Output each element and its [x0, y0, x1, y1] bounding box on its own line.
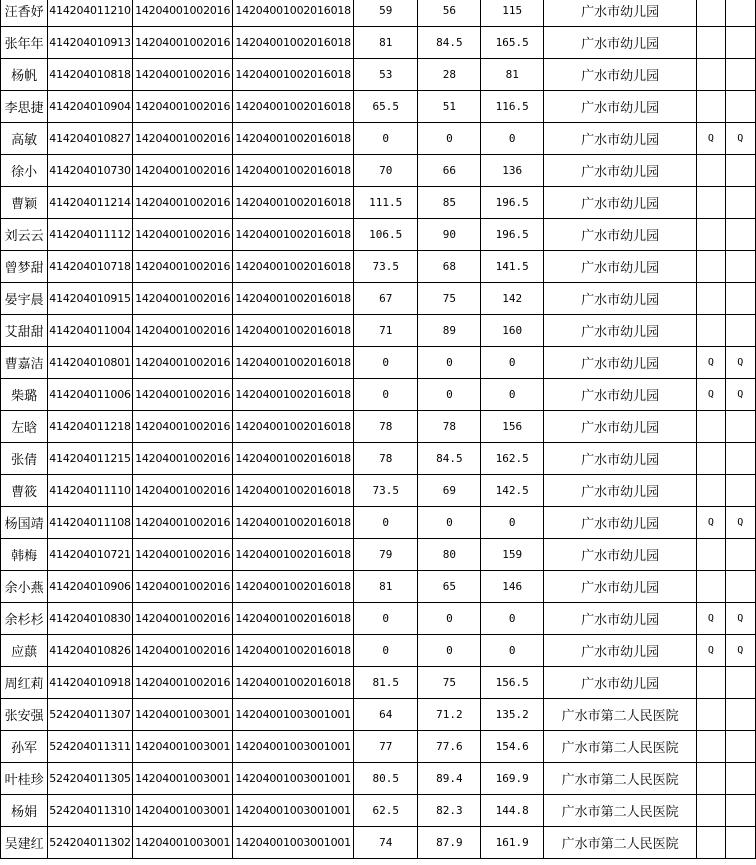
employer-unit-cell: 广水市幼儿园	[544, 315, 697, 347]
post-code-cell: 14204001002016018	[233, 59, 354, 91]
absent-mark-1-cell: Q	[697, 507, 726, 539]
position-code-cell: 14204001002016	[132, 59, 233, 91]
table-row	[1, 283, 756, 315]
absent-mark-1-cell	[697, 827, 726, 859]
exam-id-cell: 414204010730	[48, 155, 133, 187]
exam-id-cell: 414204011112	[48, 219, 133, 251]
employer-unit-cell: 广水市幼儿园	[544, 91, 697, 123]
candidate-name-cell: 柴璐	[1, 379, 48, 411]
candidate-name-cell: 杨国靖	[1, 507, 48, 539]
exam-id-cell: 524204011311	[48, 731, 133, 763]
position-code-cell: 14204001003001	[132, 763, 233, 795]
employer-unit-cell: 广水市第二人民医院	[544, 827, 697, 859]
absent-mark-2-cell	[725, 571, 755, 603]
absent-mark-2-cell	[725, 827, 755, 859]
employer-unit-cell: 广水市幼儿园	[544, 219, 697, 251]
interview-score-cell: 66	[418, 155, 481, 187]
written-score-cell: 78	[353, 411, 418, 443]
absent-mark-1-cell	[697, 571, 726, 603]
absent-mark-2-cell	[725, 187, 755, 219]
candidate-name-cell: 杨娟	[1, 795, 48, 827]
absent-mark-1-cell	[697, 187, 726, 219]
total-score-cell: 156.5	[481, 667, 544, 699]
candidate-name-cell: 余杉杉	[1, 603, 48, 635]
exam-id-cell: 414204011214	[48, 187, 133, 219]
interview-score-cell: 68	[418, 251, 481, 283]
table-body	[1, 0, 756, 859]
position-code-cell: 14204001003001	[132, 795, 233, 827]
total-score-cell: 161.9	[481, 827, 544, 859]
interview-score-cell: 78	[418, 411, 481, 443]
position-code-cell: 14204001002016	[132, 603, 233, 635]
written-score-cell: 80.5	[353, 763, 418, 795]
table-row	[1, 59, 756, 91]
table-row	[1, 443, 756, 475]
absent-mark-1-cell	[697, 763, 726, 795]
employer-unit-cell: 广水市幼儿园	[544, 635, 697, 667]
interview-score-cell: 89	[418, 315, 481, 347]
exam-id-cell: 414204011108	[48, 507, 133, 539]
position-code-cell: 14204001002016	[132, 315, 233, 347]
employer-unit-cell: 广水市幼儿园	[544, 187, 697, 219]
interview-score-cell: 85	[418, 187, 481, 219]
total-score-cell: 154.6	[481, 731, 544, 763]
post-code-cell: 14204001002016018	[233, 315, 354, 347]
candidate-name-cell: 应蕻	[1, 635, 48, 667]
post-code-cell: 14204001002016018	[233, 667, 354, 699]
table-row	[1, 635, 756, 667]
exam-id-cell: 414204010818	[48, 59, 133, 91]
written-score-cell: 67	[353, 283, 418, 315]
table-row	[1, 507, 756, 539]
employer-unit-cell: 广水市幼儿园	[544, 667, 697, 699]
table-row	[1, 379, 756, 411]
absent-mark-1-cell	[697, 699, 726, 731]
table-row	[1, 187, 756, 219]
candidate-name-cell: 周红莉	[1, 667, 48, 699]
interview-score-cell: 56	[418, 0, 481, 27]
table-row	[1, 0, 756, 27]
table-row	[1, 251, 756, 283]
interview-score-cell: 89.4	[418, 763, 481, 795]
post-code-cell: 14204001002016018	[233, 379, 354, 411]
exam-id-cell: 414204010801	[48, 347, 133, 379]
candidate-name-cell: 左晗	[1, 411, 48, 443]
table-row	[1, 667, 756, 699]
table-row	[1, 123, 756, 155]
candidate-name-cell: 曾梦甜	[1, 251, 48, 283]
exam-id-cell: 414204011006	[48, 379, 133, 411]
total-score-cell: 81	[481, 59, 544, 91]
post-code-cell: 14204001002016018	[233, 507, 354, 539]
total-score-cell: 141.5	[481, 251, 544, 283]
candidate-name-cell: 张倩	[1, 443, 48, 475]
absent-mark-2-cell	[725, 91, 755, 123]
position-code-cell: 14204001003001	[132, 699, 233, 731]
exam-id-cell: 414204011004	[48, 315, 133, 347]
written-score-cell: 53	[353, 59, 418, 91]
table-row	[1, 827, 756, 859]
written-score-cell: 0	[353, 347, 418, 379]
position-code-cell: 14204001002016	[132, 347, 233, 379]
interview-score-cell: 71.2	[418, 699, 481, 731]
candidate-name-cell: 孙军	[1, 731, 48, 763]
post-code-cell: 14204001002016018	[233, 635, 354, 667]
total-score-cell: 160	[481, 315, 544, 347]
interview-score-cell: 82.3	[418, 795, 481, 827]
total-score-cell: 196.5	[481, 187, 544, 219]
exam-id-cell: 414204010721	[48, 539, 133, 571]
candidate-name-cell: 曹嘉洁	[1, 347, 48, 379]
absent-mark-1-cell	[697, 219, 726, 251]
candidate-name-cell: 叶桂珍	[1, 763, 48, 795]
exam-id-cell: 524204011310	[48, 795, 133, 827]
exam-id-cell: 414204010913	[48, 27, 133, 59]
absent-mark-1-cell: Q	[697, 635, 726, 667]
interview-score-cell: 0	[418, 347, 481, 379]
candidate-name-cell: 曹颖	[1, 187, 48, 219]
post-code-cell: 14204001002016018	[233, 27, 354, 59]
written-score-cell: 64	[353, 699, 418, 731]
absent-mark-2-cell	[725, 699, 755, 731]
written-score-cell: 0	[353, 603, 418, 635]
interview-score-cell: 51	[418, 91, 481, 123]
absent-mark-2-cell	[725, 443, 755, 475]
absent-mark-2-cell	[725, 667, 755, 699]
post-code-cell: 14204001002016018	[233, 603, 354, 635]
total-score-cell: 0	[481, 123, 544, 155]
post-code-cell: 14204001002016018	[233, 187, 354, 219]
interview-score-cell: 0	[418, 379, 481, 411]
absent-mark-2-cell: Q	[725, 603, 755, 635]
candidate-name-cell: 吴建红	[1, 827, 48, 859]
table-row	[1, 699, 756, 731]
employer-unit-cell: 广水市幼儿园	[544, 27, 697, 59]
absent-mark-1-cell: Q	[697, 603, 726, 635]
written-score-cell: 65.5	[353, 91, 418, 123]
post-code-cell: 14204001002016018	[233, 251, 354, 283]
total-score-cell: 0	[481, 603, 544, 635]
written-score-cell: 73.5	[353, 475, 418, 507]
interview-score-cell: 65	[418, 571, 481, 603]
employer-unit-cell: 广水市第二人民医院	[544, 699, 697, 731]
position-code-cell: 14204001002016	[132, 283, 233, 315]
candidate-name-cell: 艾甜甜	[1, 315, 48, 347]
written-score-cell: 62.5	[353, 795, 418, 827]
employer-unit-cell: 广水市幼儿园	[544, 475, 697, 507]
candidate-name-cell: 韩梅	[1, 539, 48, 571]
position-code-cell: 14204001002016	[132, 251, 233, 283]
written-score-cell: 106.5	[353, 219, 418, 251]
post-code-cell: 14204001002016018	[233, 571, 354, 603]
total-score-cell: 116.5	[481, 91, 544, 123]
interview-score-cell: 0	[418, 123, 481, 155]
interview-score-cell: 90	[418, 219, 481, 251]
absent-mark-1-cell	[697, 27, 726, 59]
position-code-cell: 14204001002016	[132, 379, 233, 411]
absent-mark-2-cell	[725, 315, 755, 347]
position-code-cell: 14204001002016	[132, 635, 233, 667]
candidate-name-cell: 李思捷	[1, 91, 48, 123]
absent-mark-2-cell	[725, 0, 755, 27]
exam-id-cell: 414204010827	[48, 123, 133, 155]
employer-unit-cell: 广水市幼儿园	[544, 283, 697, 315]
table-row	[1, 603, 756, 635]
employer-unit-cell: 广水市第二人民医院	[544, 795, 697, 827]
table-row	[1, 347, 756, 379]
absent-mark-2-cell	[725, 411, 755, 443]
absent-mark-2-cell: Q	[725, 347, 755, 379]
total-score-cell: 159	[481, 539, 544, 571]
table-row	[1, 539, 756, 571]
total-score-cell: 0	[481, 635, 544, 667]
absent-mark-1-cell	[697, 539, 726, 571]
written-score-cell: 0	[353, 507, 418, 539]
post-code-cell: 14204001002016018	[233, 0, 354, 27]
post-code-cell: 14204001002016018	[233, 123, 354, 155]
absent-mark-1-cell	[697, 59, 726, 91]
interview-score-cell: 75	[418, 667, 481, 699]
absent-mark-1-cell	[697, 155, 726, 187]
absent-mark-1-cell	[697, 731, 726, 763]
post-code-cell: 14204001002016018	[233, 219, 354, 251]
table-row	[1, 27, 756, 59]
exam-id-cell: 414204011210	[48, 0, 133, 27]
position-code-cell: 14204001002016	[132, 411, 233, 443]
post-code-cell: 14204001003001001	[233, 795, 354, 827]
position-code-cell: 14204001002016	[132, 667, 233, 699]
exam-id-cell: 414204010718	[48, 251, 133, 283]
interview-score-cell: 0	[418, 507, 481, 539]
absent-mark-1-cell	[697, 667, 726, 699]
interview-score-cell: 0	[418, 635, 481, 667]
written-score-cell: 0	[353, 635, 418, 667]
candidate-name-cell: 张年年	[1, 27, 48, 59]
written-score-cell: 0	[353, 379, 418, 411]
post-code-cell: 14204001002016018	[233, 91, 354, 123]
post-code-cell: 14204001003001001	[233, 731, 354, 763]
written-score-cell: 111.5	[353, 187, 418, 219]
post-code-cell: 14204001002016018	[233, 539, 354, 571]
total-score-cell: 0	[481, 347, 544, 379]
interview-score-cell: 75	[418, 283, 481, 315]
employer-unit-cell: 广水市幼儿园	[544, 411, 697, 443]
total-score-cell: 146	[481, 571, 544, 603]
position-code-cell: 14204001002016	[132, 539, 233, 571]
post-code-cell: 14204001002016018	[233, 155, 354, 187]
employer-unit-cell: 广水市幼儿园	[544, 443, 697, 475]
position-code-cell: 14204001002016	[132, 219, 233, 251]
table-row	[1, 411, 756, 443]
position-code-cell: 14204001002016	[132, 475, 233, 507]
total-score-cell: 0	[481, 507, 544, 539]
absent-mark-1-cell	[697, 475, 726, 507]
table-row	[1, 91, 756, 123]
absent-mark-1-cell	[697, 283, 726, 315]
interview-score-cell: 87.9	[418, 827, 481, 859]
post-code-cell: 14204001002016018	[233, 347, 354, 379]
written-score-cell: 77	[353, 731, 418, 763]
absent-mark-2-cell: Q	[725, 507, 755, 539]
table-row	[1, 763, 756, 795]
candidate-name-cell: 刘云云	[1, 219, 48, 251]
written-score-cell: 79	[353, 539, 418, 571]
written-score-cell: 73.5	[353, 251, 418, 283]
table-row	[1, 571, 756, 603]
position-code-cell: 14204001002016	[132, 443, 233, 475]
table-row	[1, 731, 756, 763]
employer-unit-cell: 广水市幼儿园	[544, 507, 697, 539]
exam-id-cell: 414204011110	[48, 475, 133, 507]
candidate-name-cell: 曹筱	[1, 475, 48, 507]
employer-unit-cell: 广水市幼儿园	[544, 379, 697, 411]
candidate-name-cell: 张安强	[1, 699, 48, 731]
exam-id-cell: 414204010904	[48, 91, 133, 123]
written-score-cell: 81	[353, 571, 418, 603]
interview-score-cell: 77.6	[418, 731, 481, 763]
absent-mark-2-cell	[725, 539, 755, 571]
written-score-cell: 59	[353, 0, 418, 27]
total-score-cell: 115	[481, 0, 544, 27]
absent-mark-2-cell	[725, 731, 755, 763]
absent-mark-2-cell	[725, 219, 755, 251]
exam-id-cell: 524204011302	[48, 827, 133, 859]
total-score-cell: 144.8	[481, 795, 544, 827]
total-score-cell: 142.5	[481, 475, 544, 507]
candidate-name-cell: 高敏	[1, 123, 48, 155]
table-row	[1, 475, 756, 507]
employer-unit-cell: 广水市幼儿园	[544, 123, 697, 155]
position-code-cell: 14204001002016	[132, 507, 233, 539]
absent-mark-2-cell: Q	[725, 635, 755, 667]
absent-mark-1-cell	[697, 411, 726, 443]
position-code-cell: 14204001002016	[132, 91, 233, 123]
position-code-cell: 14204001002016	[132, 0, 233, 27]
post-code-cell: 14204001003001001	[233, 827, 354, 859]
post-code-cell: 14204001002016018	[233, 475, 354, 507]
written-score-cell: 70	[353, 155, 418, 187]
exam-id-cell: 524204011305	[48, 763, 133, 795]
exam-id-cell: 414204011215	[48, 443, 133, 475]
candidate-name-cell: 杨帆	[1, 59, 48, 91]
interview-score-cell: 84.5	[418, 27, 481, 59]
total-score-cell: 135.2	[481, 699, 544, 731]
employer-unit-cell: 广水市幼儿园	[544, 59, 697, 91]
exam-id-cell: 414204010826	[48, 635, 133, 667]
written-score-cell: 78	[353, 443, 418, 475]
interview-score-cell: 28	[418, 59, 481, 91]
absent-mark-1-cell	[697, 251, 726, 283]
total-score-cell: 136	[481, 155, 544, 187]
exam-id-cell: 414204010906	[48, 571, 133, 603]
absent-mark-1-cell: Q	[697, 123, 726, 155]
written-score-cell: 0	[353, 123, 418, 155]
post-code-cell: 14204001002016018	[233, 443, 354, 475]
candidate-name-cell: 徐小	[1, 155, 48, 187]
post-code-cell: 14204001002016018	[233, 283, 354, 315]
absent-mark-2-cell	[725, 283, 755, 315]
total-score-cell: 142	[481, 283, 544, 315]
employer-unit-cell: 广水市幼儿园	[544, 603, 697, 635]
absent-mark-1-cell	[697, 795, 726, 827]
position-code-cell: 14204001002016	[132, 187, 233, 219]
position-code-cell: 14204001002016	[132, 155, 233, 187]
absent-mark-2-cell	[725, 475, 755, 507]
absent-mark-2-cell	[725, 251, 755, 283]
employer-unit-cell: 广水市幼儿园	[544, 155, 697, 187]
total-score-cell: 0	[481, 379, 544, 411]
exam-id-cell: 414204010915	[48, 283, 133, 315]
interview-score-cell: 80	[418, 539, 481, 571]
employer-unit-cell: 广水市第二人民医院	[544, 731, 697, 763]
total-score-cell: 165.5	[481, 27, 544, 59]
absent-mark-1-cell: Q	[697, 347, 726, 379]
position-code-cell: 14204001003001	[132, 827, 233, 859]
table-row	[1, 219, 756, 251]
employer-unit-cell: 广水市第二人民医院	[544, 763, 697, 795]
total-score-cell: 162.5	[481, 443, 544, 475]
written-score-cell: 74	[353, 827, 418, 859]
employer-unit-cell: 广水市幼儿园	[544, 0, 697, 27]
table-row	[1, 315, 756, 347]
absent-mark-2-cell	[725, 27, 755, 59]
post-code-cell: 14204001003001001	[233, 763, 354, 795]
total-score-cell: 156	[481, 411, 544, 443]
post-code-cell: 14204001002016018	[233, 411, 354, 443]
table-row	[1, 795, 756, 827]
interview-score-cell: 84.5	[418, 443, 481, 475]
absent-mark-2-cell	[725, 763, 755, 795]
absent-mark-2-cell	[725, 795, 755, 827]
candidate-name-cell: 晏宇晨	[1, 283, 48, 315]
absent-mark-1-cell	[697, 0, 726, 27]
post-code-cell: 14204001003001001	[233, 699, 354, 731]
absent-mark-1-cell	[697, 91, 726, 123]
exam-id-cell: 524204011307	[48, 699, 133, 731]
absent-mark-2-cell	[725, 59, 755, 91]
exam-id-cell: 414204011218	[48, 411, 133, 443]
table-row	[1, 155, 756, 187]
absent-mark-1-cell	[697, 443, 726, 475]
position-code-cell: 14204001002016	[132, 571, 233, 603]
candidate-name-cell: 余小燕	[1, 571, 48, 603]
total-score-cell: 169.9	[481, 763, 544, 795]
interview-score-cell: 0	[418, 603, 481, 635]
interview-score-cell: 69	[418, 475, 481, 507]
absent-mark-1-cell: Q	[697, 379, 726, 411]
absent-mark-2-cell	[725, 155, 755, 187]
employer-unit-cell: 广水市幼儿园	[544, 251, 697, 283]
total-score-cell: 196.5	[481, 219, 544, 251]
absent-mark-2-cell: Q	[725, 123, 755, 155]
employer-unit-cell: 广水市幼儿园	[544, 571, 697, 603]
written-score-cell: 81.5	[353, 667, 418, 699]
employer-unit-cell: 广水市幼儿园	[544, 347, 697, 379]
written-score-cell: 71	[353, 315, 418, 347]
employer-unit-cell: 广水市幼儿园	[544, 539, 697, 571]
exam-id-cell: 414204010918	[48, 667, 133, 699]
position-code-cell: 14204001003001	[132, 731, 233, 763]
absent-mark-1-cell	[697, 315, 726, 347]
position-code-cell: 14204001002016	[132, 123, 233, 155]
exam-id-cell: 414204010830	[48, 603, 133, 635]
written-score-cell: 81	[353, 27, 418, 59]
absent-mark-2-cell: Q	[725, 379, 755, 411]
candidate-name-cell: 汪香妤	[1, 0, 48, 27]
position-code-cell: 14204001002016	[132, 27, 233, 59]
